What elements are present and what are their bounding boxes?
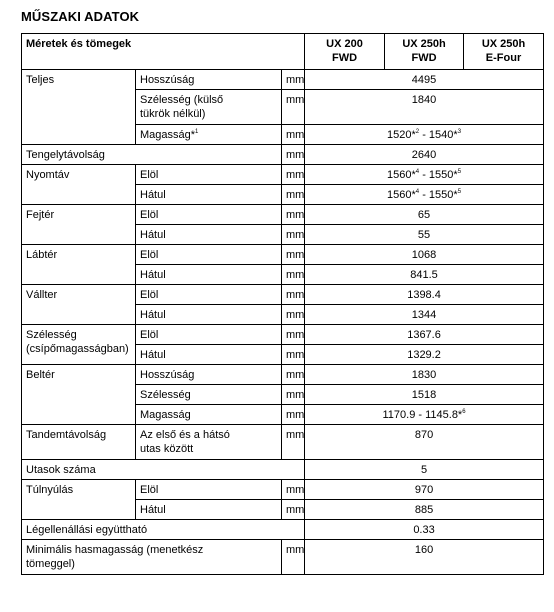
value: 1520*$^2$ - 1540*$^3$ bbox=[305, 125, 544, 145]
unit: mm bbox=[282, 405, 305, 425]
value: 1170.9 - 1145.8*$^6$ bbox=[305, 405, 544, 425]
header-label: Méretek és tömegek bbox=[22, 34, 305, 70]
column-header-ux200-fwd: UX 200 FWD bbox=[305, 34, 385, 70]
unit: mm bbox=[282, 205, 305, 225]
unit: mm bbox=[282, 540, 305, 575]
unit: mm bbox=[282, 345, 305, 365]
unit: mm bbox=[282, 365, 305, 385]
row-label-tengelytavolsag: Tengelytávolság bbox=[22, 145, 282, 165]
sub-label: Elöl bbox=[136, 245, 282, 265]
unit: mm bbox=[282, 185, 305, 205]
unit: mm bbox=[282, 90, 305, 125]
value: 1840 bbox=[305, 90, 544, 125]
value: 55 bbox=[305, 225, 544, 245]
value: 2640 bbox=[305, 145, 544, 165]
unit: mm bbox=[282, 225, 305, 245]
sub-label: Hátul bbox=[136, 500, 282, 520]
row-label-minimalis-hasmagassag: Minimális hasmagasság (menetkész tömeggel) bbox=[22, 540, 282, 575]
table-row bbox=[22, 325, 544, 345]
sub-label: Hátul bbox=[136, 265, 282, 285]
unit: mm bbox=[282, 70, 305, 90]
sub-label: Elöl bbox=[136, 480, 282, 500]
value: 0.33 bbox=[305, 520, 544, 540]
value: 970 bbox=[305, 480, 544, 500]
table-row bbox=[22, 145, 544, 165]
unit: mm bbox=[282, 425, 305, 460]
unit: mm bbox=[282, 265, 305, 285]
unit: mm bbox=[282, 245, 305, 265]
value: 1068 bbox=[305, 245, 544, 265]
value: 1329.2 bbox=[305, 345, 544, 365]
value: 1344 bbox=[305, 305, 544, 325]
value: 65 bbox=[305, 205, 544, 225]
unit: mm bbox=[282, 500, 305, 520]
table-row bbox=[22, 540, 544, 575]
table-row bbox=[22, 460, 544, 480]
row-label-szelesseg-csipo: Szélesség (csípőmagasságban) bbox=[22, 325, 136, 365]
value: 1518 bbox=[305, 385, 544, 405]
value: 1398.4 bbox=[305, 285, 544, 305]
table-row bbox=[22, 365, 544, 385]
sub-label: Magasság*$^1$ bbox=[136, 125, 282, 145]
row-label-nyomtav: Nyomtáv bbox=[22, 165, 136, 205]
table-row bbox=[22, 165, 544, 185]
sub-label: Elöl bbox=[136, 285, 282, 305]
value: 1560*$^4$ - 1550*$^5$ bbox=[305, 185, 544, 205]
sub-label: Hosszúság bbox=[136, 70, 282, 90]
row-label-belter: Beltér bbox=[22, 365, 136, 425]
value: 885 bbox=[305, 500, 544, 520]
unit: mm bbox=[282, 285, 305, 305]
unit: mm bbox=[282, 305, 305, 325]
value: 160 bbox=[305, 540, 544, 575]
row-label-tulnyulas: Túlnyúlás bbox=[22, 480, 136, 520]
spec-table bbox=[21, 33, 544, 575]
sub-label: Elöl bbox=[136, 205, 282, 225]
unit: mm bbox=[282, 385, 305, 405]
table-row bbox=[22, 520, 544, 540]
value: 5 bbox=[305, 460, 544, 480]
sub-label: Hátul bbox=[136, 345, 282, 365]
row-label-fejter: Fejtér bbox=[22, 205, 136, 245]
sub-label: Hátul bbox=[136, 305, 282, 325]
unit: mm bbox=[282, 480, 305, 500]
table-row bbox=[22, 425, 544, 460]
table-header-row bbox=[22, 34, 544, 70]
value: 1560*$^4$ - 1550*$^5$ bbox=[305, 165, 544, 185]
table-row bbox=[22, 70, 544, 90]
value: 1830 bbox=[305, 365, 544, 385]
sub-label: Magasság bbox=[136, 405, 282, 425]
sub-label: Az első és a hátsó utas között bbox=[136, 425, 282, 460]
column-header-ux250h-efour: UX 250h E-Four bbox=[464, 34, 544, 70]
row-label-utasok-szama: Utasok száma bbox=[22, 460, 305, 480]
page-title: MŰSZAKI ADATOK bbox=[21, 9, 140, 24]
sub-label: Szélesség bbox=[136, 385, 282, 405]
unit: mm bbox=[282, 165, 305, 185]
unit: mm bbox=[282, 325, 305, 345]
table-row bbox=[22, 245, 544, 265]
value: 841.5 bbox=[305, 265, 544, 285]
sub-label: Hosszúság bbox=[136, 365, 282, 385]
sub-label: Hátul bbox=[136, 225, 282, 245]
row-label-tandemtavolsag: Tandemtávolság bbox=[22, 425, 136, 460]
table-row bbox=[22, 480, 544, 500]
value: 4495 bbox=[305, 70, 544, 90]
sub-label: Elöl bbox=[136, 325, 282, 345]
row-label-labter: Lábtér bbox=[22, 245, 136, 285]
unit: mm bbox=[282, 125, 305, 145]
column-header-ux250h-fwd: UX 250h FWD bbox=[385, 34, 464, 70]
sub-label: Hátul bbox=[136, 185, 282, 205]
unit: mm bbox=[282, 145, 305, 165]
value: 870 bbox=[305, 425, 544, 460]
value: 1367.6 bbox=[305, 325, 544, 345]
sub-label: Elöl bbox=[136, 165, 282, 185]
table-row bbox=[22, 285, 544, 305]
row-label-teljes: Teljes bbox=[22, 70, 136, 145]
table-row bbox=[22, 205, 544, 225]
row-label-vallter: Vállter bbox=[22, 285, 136, 325]
sub-label: Szélesség (külső tükrök nélkül) bbox=[136, 90, 282, 125]
row-label-legellenallas: Légellenállási együttható bbox=[22, 520, 305, 540]
